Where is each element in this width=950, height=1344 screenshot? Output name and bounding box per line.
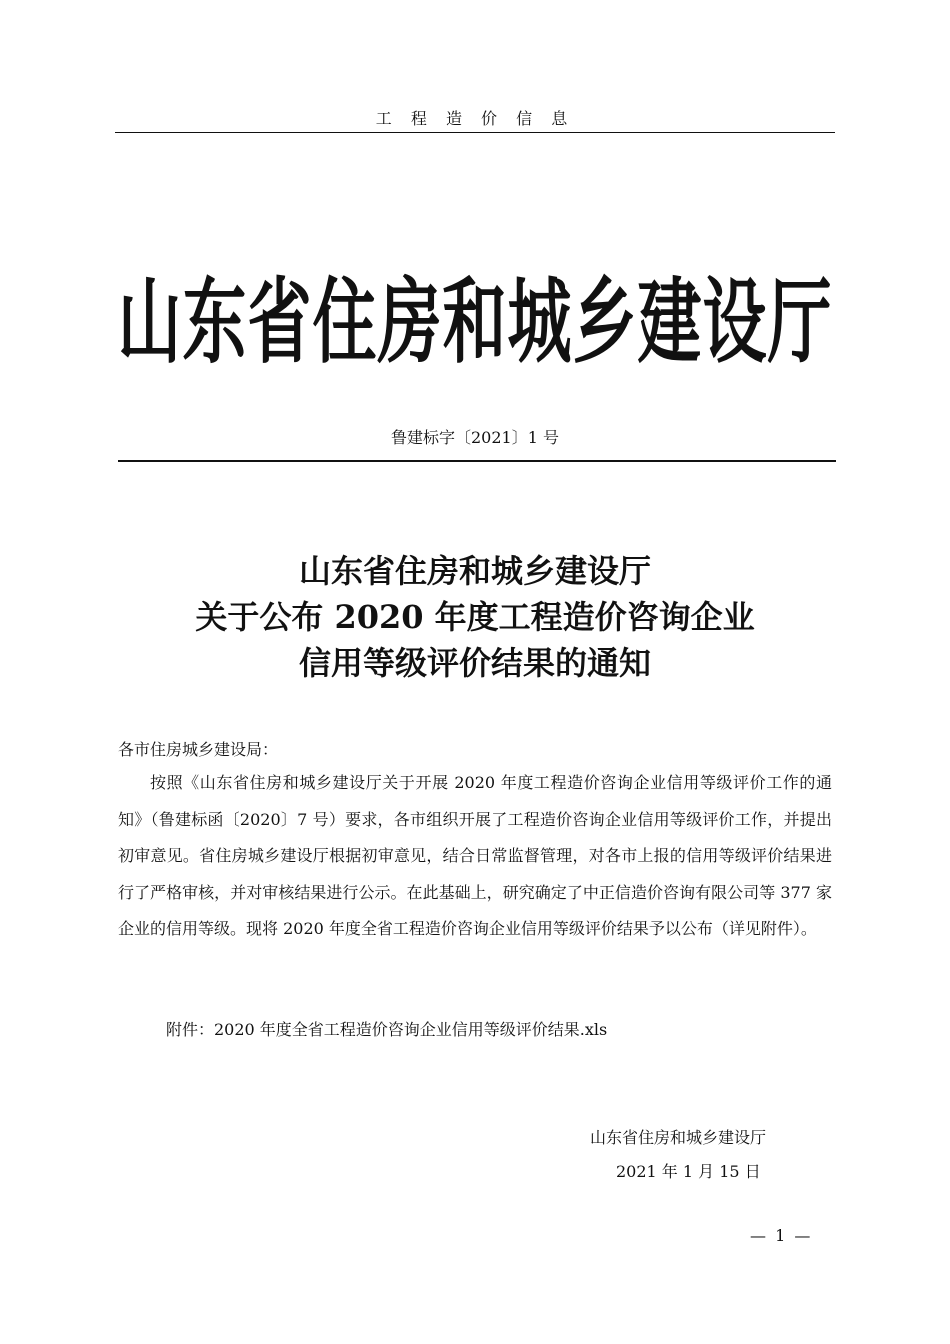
salutation: 各市住房城乡建设局： (118, 740, 279, 759)
title-line-3: 信用等级评价结果的通知 (298, 644, 651, 682)
running-header: 工 程 造 价 信 息 (375, 109, 575, 128)
signature-date: 2021 年 1 月 15 日 (616, 1162, 761, 1181)
signature-org: 山东省住房和城乡建设厅 (590, 1128, 767, 1147)
attachment-line: 附件：2020 年度全省工程造价咨询企业信用等级评价结果.xls (166, 1020, 608, 1039)
document-title (115, 548, 835, 686)
title-line-2: 关于公布 2020 年度工程造价咨询企业 (195, 598, 755, 636)
title-line-1: 山东省住房和城乡建设厅 (298, 552, 651, 590)
header-divider (115, 132, 835, 133)
issuing-org-banner: 山东省住房和城乡建设厅 (117, 269, 833, 378)
body-paragraph: 按照《山东省住房和城乡建设厅关于开展 2020 年度工程造价咨询企业信用等级评价工作的通知》（鲁建标函〔2020〕7 号）要求，各市组织开展了工程造价咨询企业信用等级评价工作，并提出初审意见。省住房城乡建设厅根据初审意见，结合日常监督管理，对各市上报的信用等级评价结果进行了严格审核，并对审核结果进行公示。在此基础上，研究确定了中正信造价咨询有限公司等 377 家企业的信用等级。现将 2020 年度全省工程造价咨询企业信用等级评价结果予以公布（详见附件）。 (118, 773, 832, 938)
document-number: 鲁建标字〔2021〕1 号 (391, 428, 559, 447)
page-number: — 1 — (750, 1226, 813, 1245)
document-divider (118, 460, 836, 462)
